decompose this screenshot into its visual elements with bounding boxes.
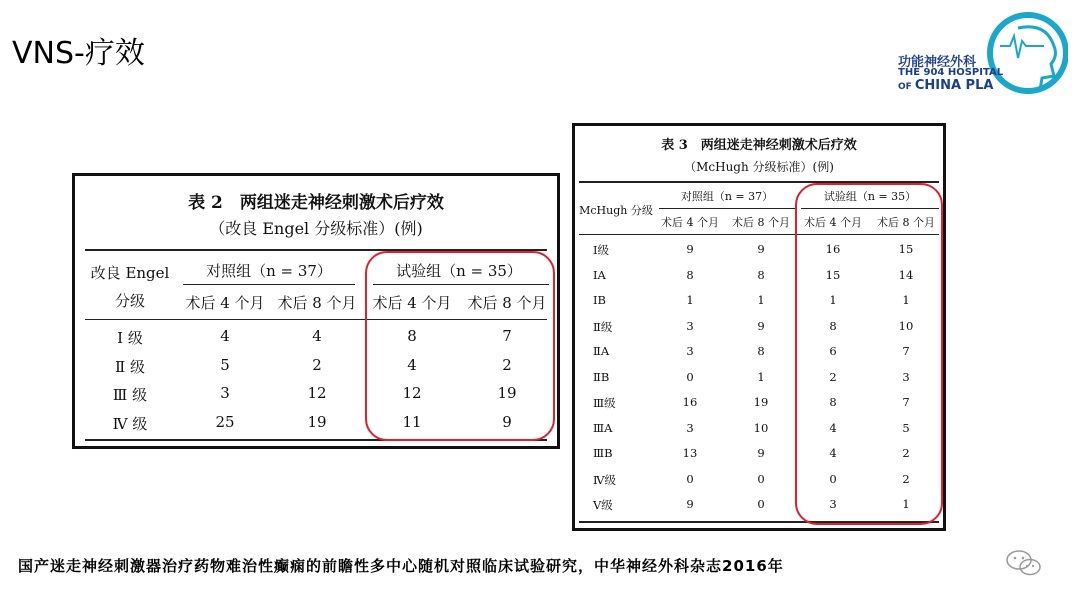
table-2-caption: 表 2 两组迷走神经刺激术后疗效 <box>188 193 444 213</box>
row-header-line1: 改良 Engel <box>90 264 170 282</box>
trial-group-highlight <box>365 251 555 441</box>
table-cell: 6 <box>829 344 837 358</box>
table-3-mchugh <box>572 123 946 531</box>
table-cell: 11 <box>402 413 422 431</box>
trial-group-header: 试验组（n = 35） <box>823 190 917 203</box>
slide-title: VNS-疗效 <box>12 36 145 71</box>
sub-header: 术后 8 个月 <box>877 216 935 229</box>
table-2-engel <box>72 173 560 449</box>
table-cell: 1 <box>902 497 910 511</box>
table-cell: 9 <box>686 497 694 511</box>
table-cell: 4 <box>829 446 837 460</box>
table-cell: 15 <box>825 268 841 282</box>
table-cell: 15 <box>898 242 914 256</box>
table-cell: 9 <box>686 242 694 256</box>
logo-hospital-name: THE 904 HOSPITAL <box>898 67 1004 78</box>
table-cell: 0 <box>686 472 694 486</box>
trial-group-highlight <box>795 183 943 525</box>
hospital-logo <box>868 8 1068 98</box>
table-row-label: ⅡA <box>593 344 610 358</box>
table-cell: 4 <box>407 356 417 374</box>
row-header: McHugh 分级 <box>579 204 653 217</box>
table-cell: 16 <box>682 395 698 409</box>
sub-header: 术后 8 个月 <box>467 294 547 312</box>
table-cell: 3 <box>686 344 694 358</box>
table-cell: 0 <box>686 370 694 384</box>
logo-org <box>898 78 993 93</box>
table-row-label: Ⅴ级 <box>593 498 613 512</box>
wechat-watermark-icon <box>1004 547 1044 583</box>
table-cell: 3 <box>686 421 694 435</box>
table-cell: 0 <box>757 472 765 486</box>
table-2-subcaption: （改良 Engel 分级标准）(例) <box>209 219 423 238</box>
table-cell: 1 <box>757 370 765 384</box>
table-cell: 7 <box>902 344 910 358</box>
table-cell: 9 <box>502 413 512 431</box>
table-cell: 3 <box>686 319 694 333</box>
table-cell: 3 <box>220 384 230 402</box>
table-row-label: ⅠB <box>593 293 606 307</box>
table-row-label: ⅢB <box>593 446 613 460</box>
table-cell: 8 <box>829 395 837 409</box>
table-cell: 3 <box>829 497 837 511</box>
table-row-label: ⅠA <box>593 268 606 282</box>
table-cell: 4 <box>220 327 230 345</box>
table-cell: 9 <box>757 242 765 256</box>
table-row-label: Ⅱ 级 <box>115 358 145 376</box>
table-cell: 8 <box>686 268 694 282</box>
table-cell: 19 <box>307 413 327 431</box>
table-cell: 2 <box>502 356 512 374</box>
table-cell: 10 <box>898 319 914 333</box>
sub-header: 术后 4 个月 <box>661 216 719 229</box>
table-cell: 13 <box>682 446 698 460</box>
table-row-label: Ⅳ级 <box>593 473 616 487</box>
table-row-label: ⅢA <box>593 421 613 435</box>
logo-china-pla: CHINA PLA <box>914 78 994 93</box>
table-cell: 0 <box>757 497 765 511</box>
table-row-label: Ⅰ 级 <box>117 329 143 347</box>
sub-header: 术后 4 个月 <box>804 216 862 229</box>
table-cell: 2 <box>829 370 837 384</box>
table-cell: 19 <box>753 395 769 409</box>
table-cell: 12 <box>307 384 327 402</box>
table-cell: 2 <box>902 472 910 486</box>
citation-text: 国产迷走神经刺激器治疗药物难治性癫痫的前瞻性多中心随机对照临床试验研究，中华神经外科杂志2016年 <box>18 557 784 575</box>
table-cell: 19 <box>497 384 517 402</box>
table-cell: 3 <box>902 370 910 384</box>
table-cell: 7 <box>902 395 910 409</box>
table-cell: 8 <box>757 268 765 282</box>
sub-header: 术后 4 个月 <box>372 294 452 312</box>
table-cell: 2 <box>312 356 322 374</box>
table-cell: 16 <box>825 242 841 256</box>
sub-header: 术后 8 个月 <box>732 216 790 229</box>
table-cell: 2 <box>902 446 910 460</box>
trial-group-header: 试验组（n = 35） <box>396 262 522 280</box>
table-row-label: Ⅳ 级 <box>112 415 148 433</box>
table-row-label: Ⅰ级 <box>593 243 610 257</box>
table-row-label: Ⅱ级 <box>593 320 613 334</box>
table-cell: 9 <box>757 446 765 460</box>
sub-header: 术后 8 个月 <box>277 294 357 312</box>
table-row-label: Ⅲ 级 <box>112 386 148 404</box>
table-cell: 14 <box>898 268 914 282</box>
control-group-header: 对照组（n = 37） <box>206 262 332 280</box>
sub-header: 术后 4 个月 <box>185 294 265 312</box>
table-cell: 9 <box>757 319 765 333</box>
logo-title: 功能神经外科 <box>898 55 977 70</box>
table-row-label: Ⅲ级 <box>593 396 616 410</box>
table-cell: 10 <box>753 421 769 435</box>
table-cell: 1 <box>686 293 694 307</box>
table-row-label: ⅡB <box>593 370 610 384</box>
table-3-caption: 表 3 两组迷走神经刺激术后疗效 <box>661 138 857 153</box>
table-cell: 25 <box>215 413 235 431</box>
table-cell: 1 <box>902 293 910 307</box>
table-cell: 5 <box>220 356 230 374</box>
table-cell: 0 <box>829 472 837 486</box>
table-cell: 8 <box>829 319 837 333</box>
table-cell: 5 <box>902 421 910 435</box>
table-cell: 8 <box>757 344 765 358</box>
row-header-line2: 分级 <box>114 292 145 310</box>
control-group-header: 对照组（n = 37） <box>680 190 774 203</box>
table-cell: 8 <box>407 327 417 345</box>
table-cell: 4 <box>312 327 322 345</box>
logo-of: OF <box>898 82 912 92</box>
table-cell: 7 <box>502 327 512 345</box>
table-cell: 1 <box>829 293 837 307</box>
table-cell: 12 <box>402 384 422 402</box>
table-3-subcaption: （McHugh 分级标准）(例) <box>684 160 834 174</box>
table-cell: 4 <box>829 421 837 435</box>
table-cell: 1 <box>757 293 765 307</box>
